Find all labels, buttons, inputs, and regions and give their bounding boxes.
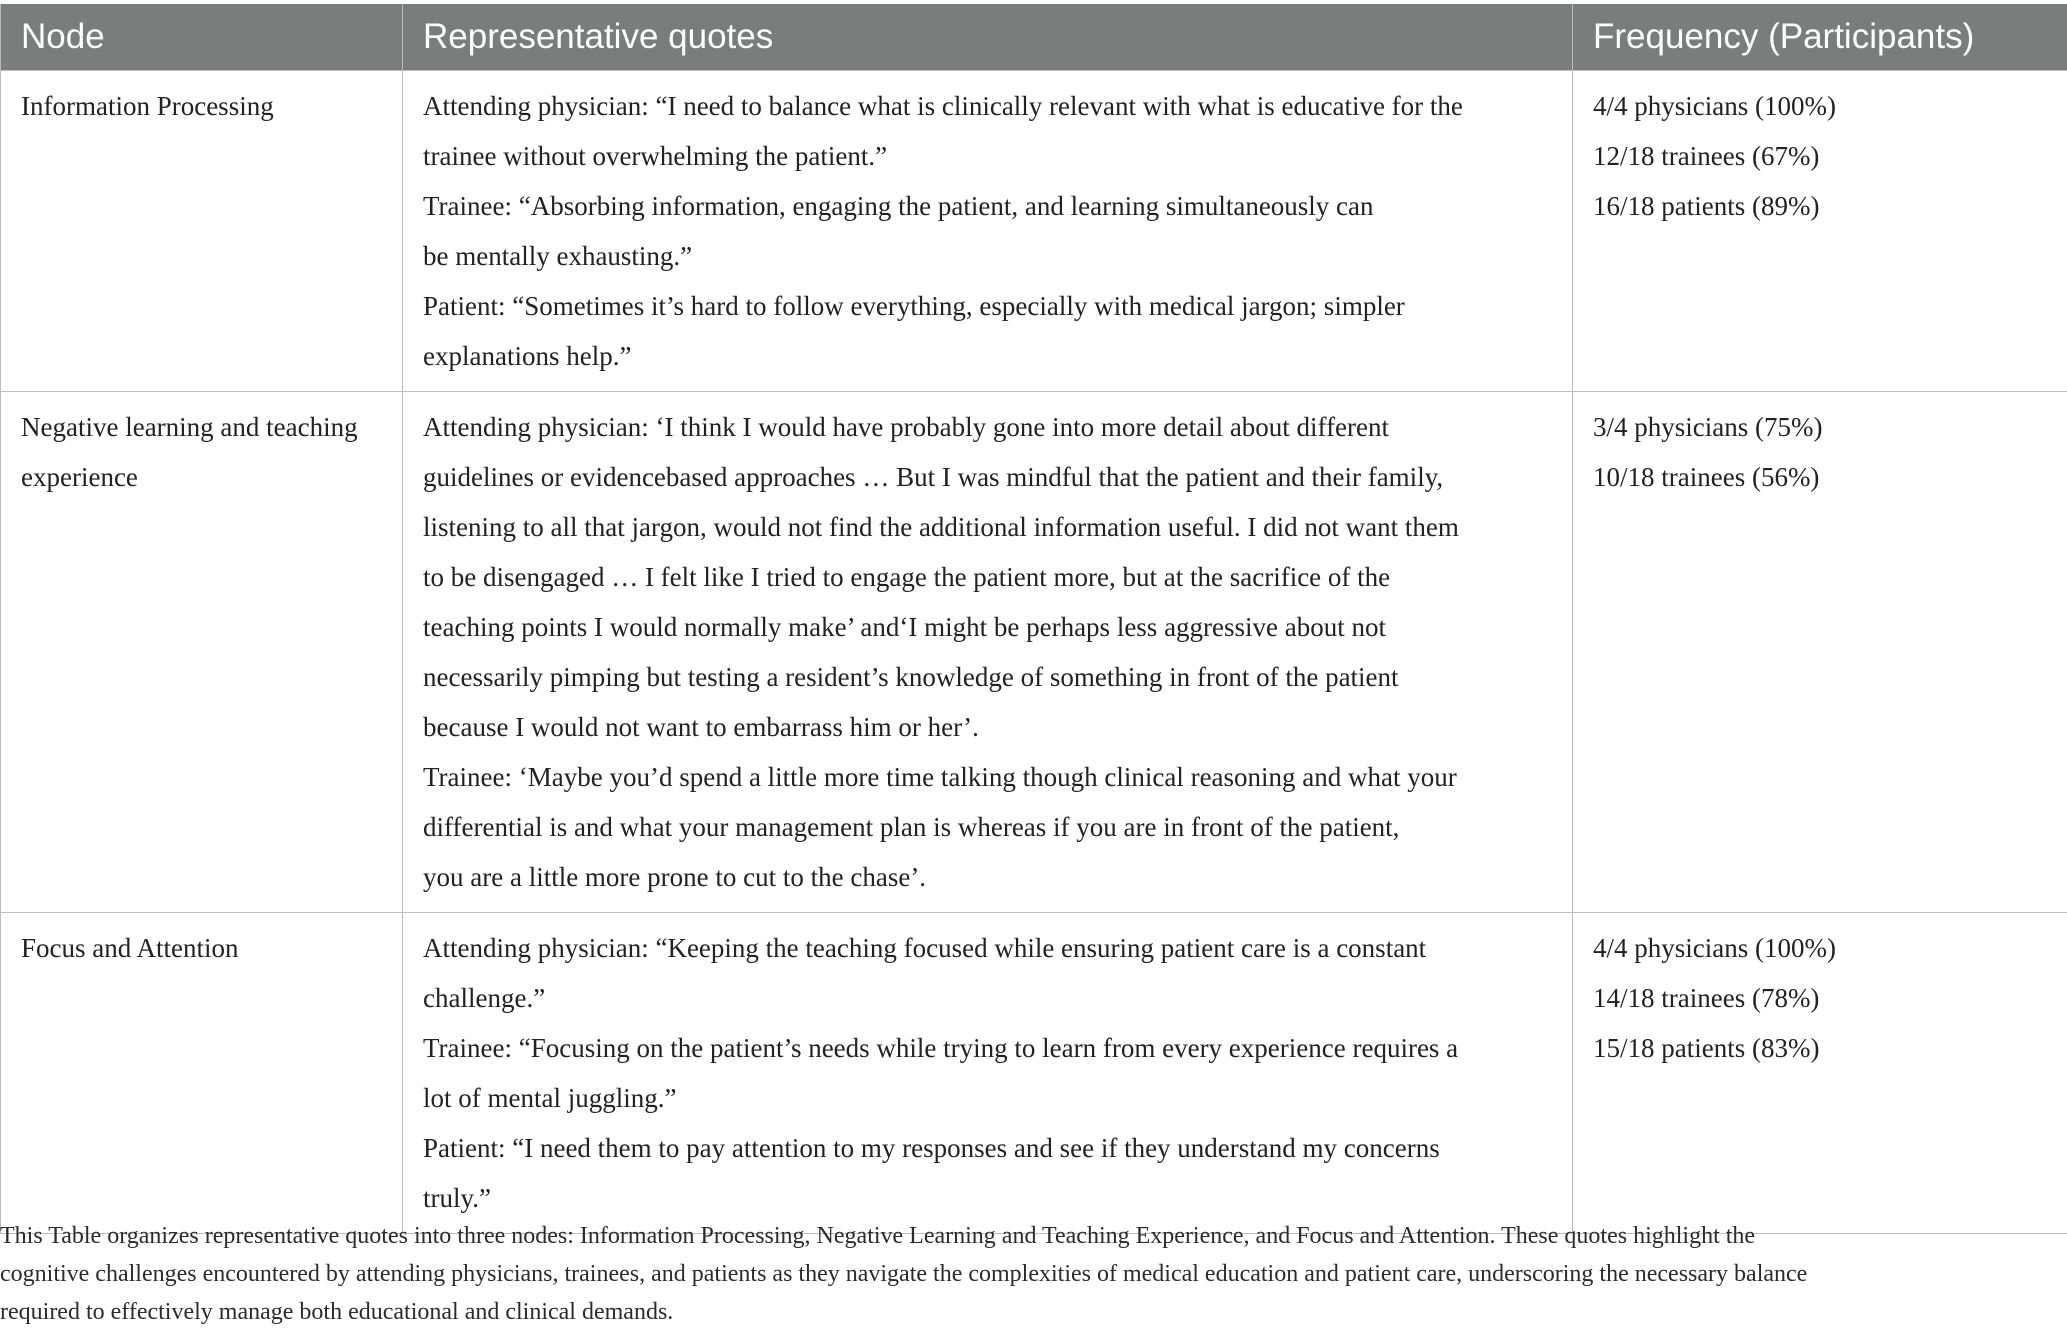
header-representative-quotes: Representative quotes xyxy=(403,4,1573,71)
header-row xyxy=(1,4,2067,71)
quotes-cell xyxy=(403,913,1573,1234)
node-text: Information Processing xyxy=(21,91,274,121)
frequency-line: 12/18 trainees (67%) xyxy=(1593,141,1820,171)
caption-line: required to effectively manage both educational and clinical demands. xyxy=(0,1299,674,1325)
node-cell xyxy=(1,392,403,913)
caption-line: This Table organizes representative quotes into three nodes: Information Processing, Negative Learning and Teaching Experience, and Focus and Attention. These quotes highlight the xyxy=(0,1223,1756,1249)
quote-line: Patient: “Sometimes it’s hard to follow everything, especially with medical jargon; simpler xyxy=(423,291,1405,321)
quotes-table xyxy=(0,4,2067,1234)
frequency-line: 10/18 trainees (56%) xyxy=(1593,462,1820,492)
quote-line: Trainee: “Focusing on the patient’s needs while trying to learn from every experience requires a xyxy=(423,1033,1459,1063)
quote-line: truly.” xyxy=(423,1183,491,1213)
node-text: Focus and Attention xyxy=(21,933,239,963)
quote-line: challenge.” xyxy=(423,983,546,1013)
table-header xyxy=(1,4,2067,71)
frequency-line: 14/18 trainees (78%) xyxy=(1593,983,1820,1013)
quote-line: differential is and what your management plan is whereas if you are in front of the patient, xyxy=(423,812,1400,842)
node-text: Negative learning and teaching xyxy=(21,412,358,442)
table-row xyxy=(1,392,2067,913)
frequency-line: 16/18 patients (89%) xyxy=(1593,191,1820,221)
quote-line: Attending physician: “Keeping the teaching focused while ensuring patient care is a constant xyxy=(423,933,1427,963)
table-row xyxy=(1,913,2067,1234)
quote-line: Patient: “I need them to pay attention to my responses and see if they understand my concerns xyxy=(423,1133,1440,1163)
quote-line: because I would not want to embarrass him or her’. xyxy=(423,712,979,742)
table-caption xyxy=(0,1217,2050,1331)
quote-line: listening to all that jargon, would not find the additional information useful. I did not want them xyxy=(423,512,1459,542)
quote-line: lot of mental juggling.” xyxy=(423,1083,677,1113)
quote-line: explanations help.” xyxy=(423,341,632,371)
header-frequency: Frequency (Participants) xyxy=(1573,4,2067,71)
frequency-line: 3/4 physicians (75%) xyxy=(1593,412,1823,442)
node-text: experience xyxy=(21,462,138,492)
quote-line: trainee without overwhelming the patient.” xyxy=(423,141,888,171)
quote-line: you are a little more prone to cut to the chase’. xyxy=(423,862,927,892)
quote-line: necessarily pimping but testing a resident’s knowledge of something in front of the patient xyxy=(423,662,1399,692)
quote-line: Attending physician: ‘I think I would have probably gone into more detail about different xyxy=(423,412,1390,442)
frequency-cell xyxy=(1573,71,2067,392)
frequency-cell xyxy=(1573,913,2067,1234)
quote-line: Attending physician: “I need to balance what is clinically relevant with what is educative for the xyxy=(423,91,1463,121)
table-row xyxy=(1,71,2067,392)
frequency-line: 4/4 physicians (100%) xyxy=(1593,933,1836,963)
quote-line: teaching points I would normally make’ and‘I might be perhaps less aggressive about not xyxy=(423,612,1387,642)
node-cell xyxy=(1,913,403,1234)
header-node: Node xyxy=(1,4,403,71)
caption-line: cognitive challenges encountered by attending physicians, trainees, and patients as they navigate the complexities of medical education and patient care, underscoring the necessary balance xyxy=(0,1261,1808,1287)
frequency-line: 4/4 physicians (100%) xyxy=(1593,91,1836,121)
quotes-cell xyxy=(403,71,1573,392)
quote-line: guidelines or evidencebased approaches … But I was mindful that the patient and their family, xyxy=(423,462,1444,492)
quote-line: Trainee: ‘Maybe you’d spend a little more time talking though clinical reasoning and what your xyxy=(423,762,1457,792)
table-body xyxy=(1,71,2067,1234)
frequency-cell xyxy=(1573,392,2067,913)
quote-line: be mentally exhausting.” xyxy=(423,241,693,271)
quotes-cell xyxy=(403,392,1573,913)
quote-line: Trainee: “Absorbing information, engaging the patient, and learning simultaneously can xyxy=(423,191,1374,221)
frequency-line: 15/18 patients (83%) xyxy=(1593,1033,1820,1063)
node-cell xyxy=(1,71,403,392)
quote-line: to be disengaged … I felt like I tried to engage the patient more, but at the sacrifice of the xyxy=(423,562,1391,592)
